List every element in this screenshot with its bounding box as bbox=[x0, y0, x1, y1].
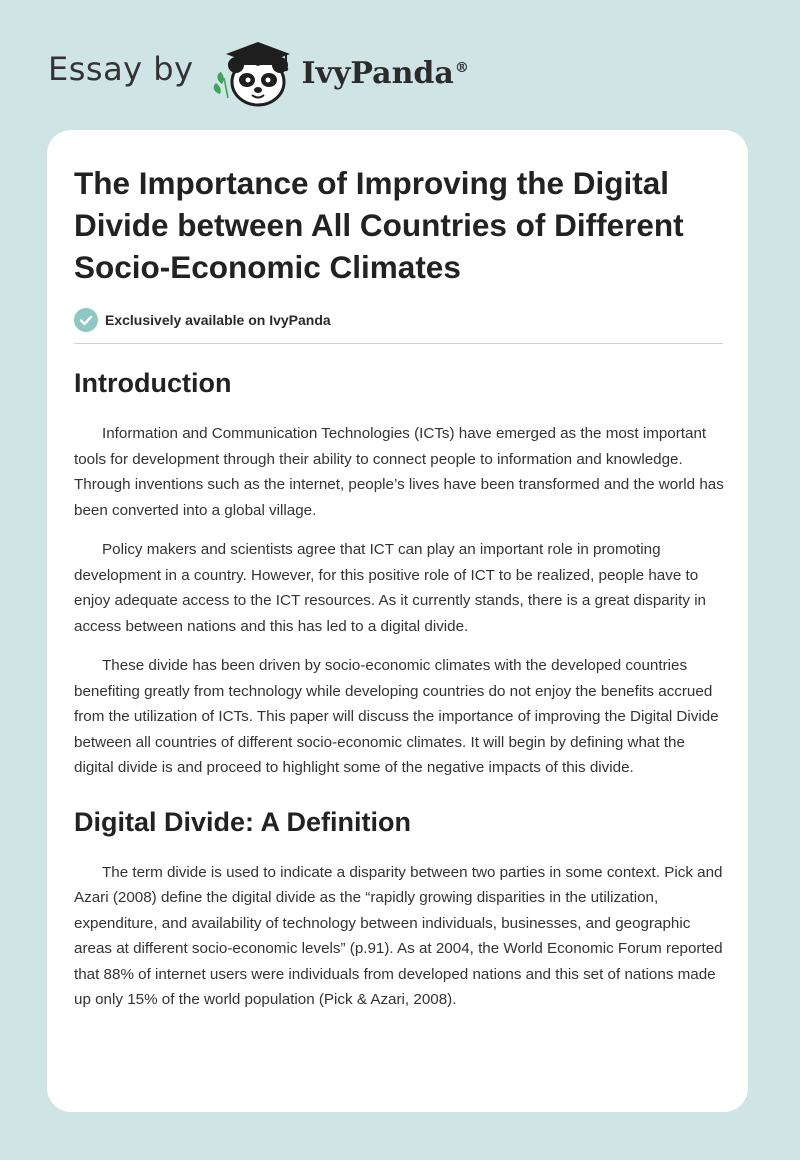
essay-content bbox=[74, 162, 724, 1013]
site-header bbox=[48, 36, 469, 106]
essay-title: The Importance of Improving the Digital Divide between All Countries of Different Socio-Economic Climates bbox=[74, 165, 684, 285]
essay-card bbox=[47, 130, 748, 1112]
registered-mark: ® bbox=[454, 59, 469, 76]
paragraph: These divide has been driven by socio-economic climates with the developed countries benefiting greatly from technology while developing countries do not enjoy the benefits accrued from the utilization of ICTs. This paper will discuss the importance of improving the Digital Divide between all countries of different socio-economic climates. It will begin by defining what the digital divide is and proceed to highlight some of the negative impacts of this divide. bbox=[74, 657, 719, 776]
brand-name[interactable]: IvyPanda® bbox=[301, 55, 469, 91]
essay-by-label: Essay by bbox=[48, 50, 194, 88]
title-divider bbox=[74, 343, 723, 344]
exclusive-label: Exclusively available on IvyPanda bbox=[105, 312, 331, 328]
section-heading-introduction: Introduction bbox=[74, 368, 232, 398]
ivypanda-logo-icon[interactable] bbox=[208, 34, 298, 108]
paragraph: The term divide is used to indicate a disparity between two parties in some context. Pick and Azari (2008) define the digital divide as the “rapidly growing disparities in the utilization, expenditure, and availability of technology between individuals, businesses, and geographic areas at different socio-economic levels” (p.91). As at 2004, the World Economic Forum reported that 88% of internet users were individuals from developed nations and this set of nations made up only 15% of the world population (Pick & Azari, 2008). bbox=[74, 863, 723, 1008]
section-heading-definition: Digital Divide: A Definition bbox=[74, 806, 411, 837]
check-circle-icon bbox=[74, 308, 98, 332]
exclusive-badge bbox=[74, 307, 724, 333]
paragraph: Information and Communication Technologies (ICTs) have emerged as the most important tools for development through their ability to connect people to information and knowledge. Through inventions such as the internet, people’s lives have been transformed and the world has been converted into a global village. bbox=[74, 425, 724, 519]
paragraph: Policy makers and scientists agree that ICT can play an important role in promoting development in a country. However, for this positive role of ICT to be realized, people have to enjoy adequate access to the ICT resources. As it currently stands, there is a great disparity in access between nations and this has led to a digital divide. bbox=[74, 541, 707, 635]
